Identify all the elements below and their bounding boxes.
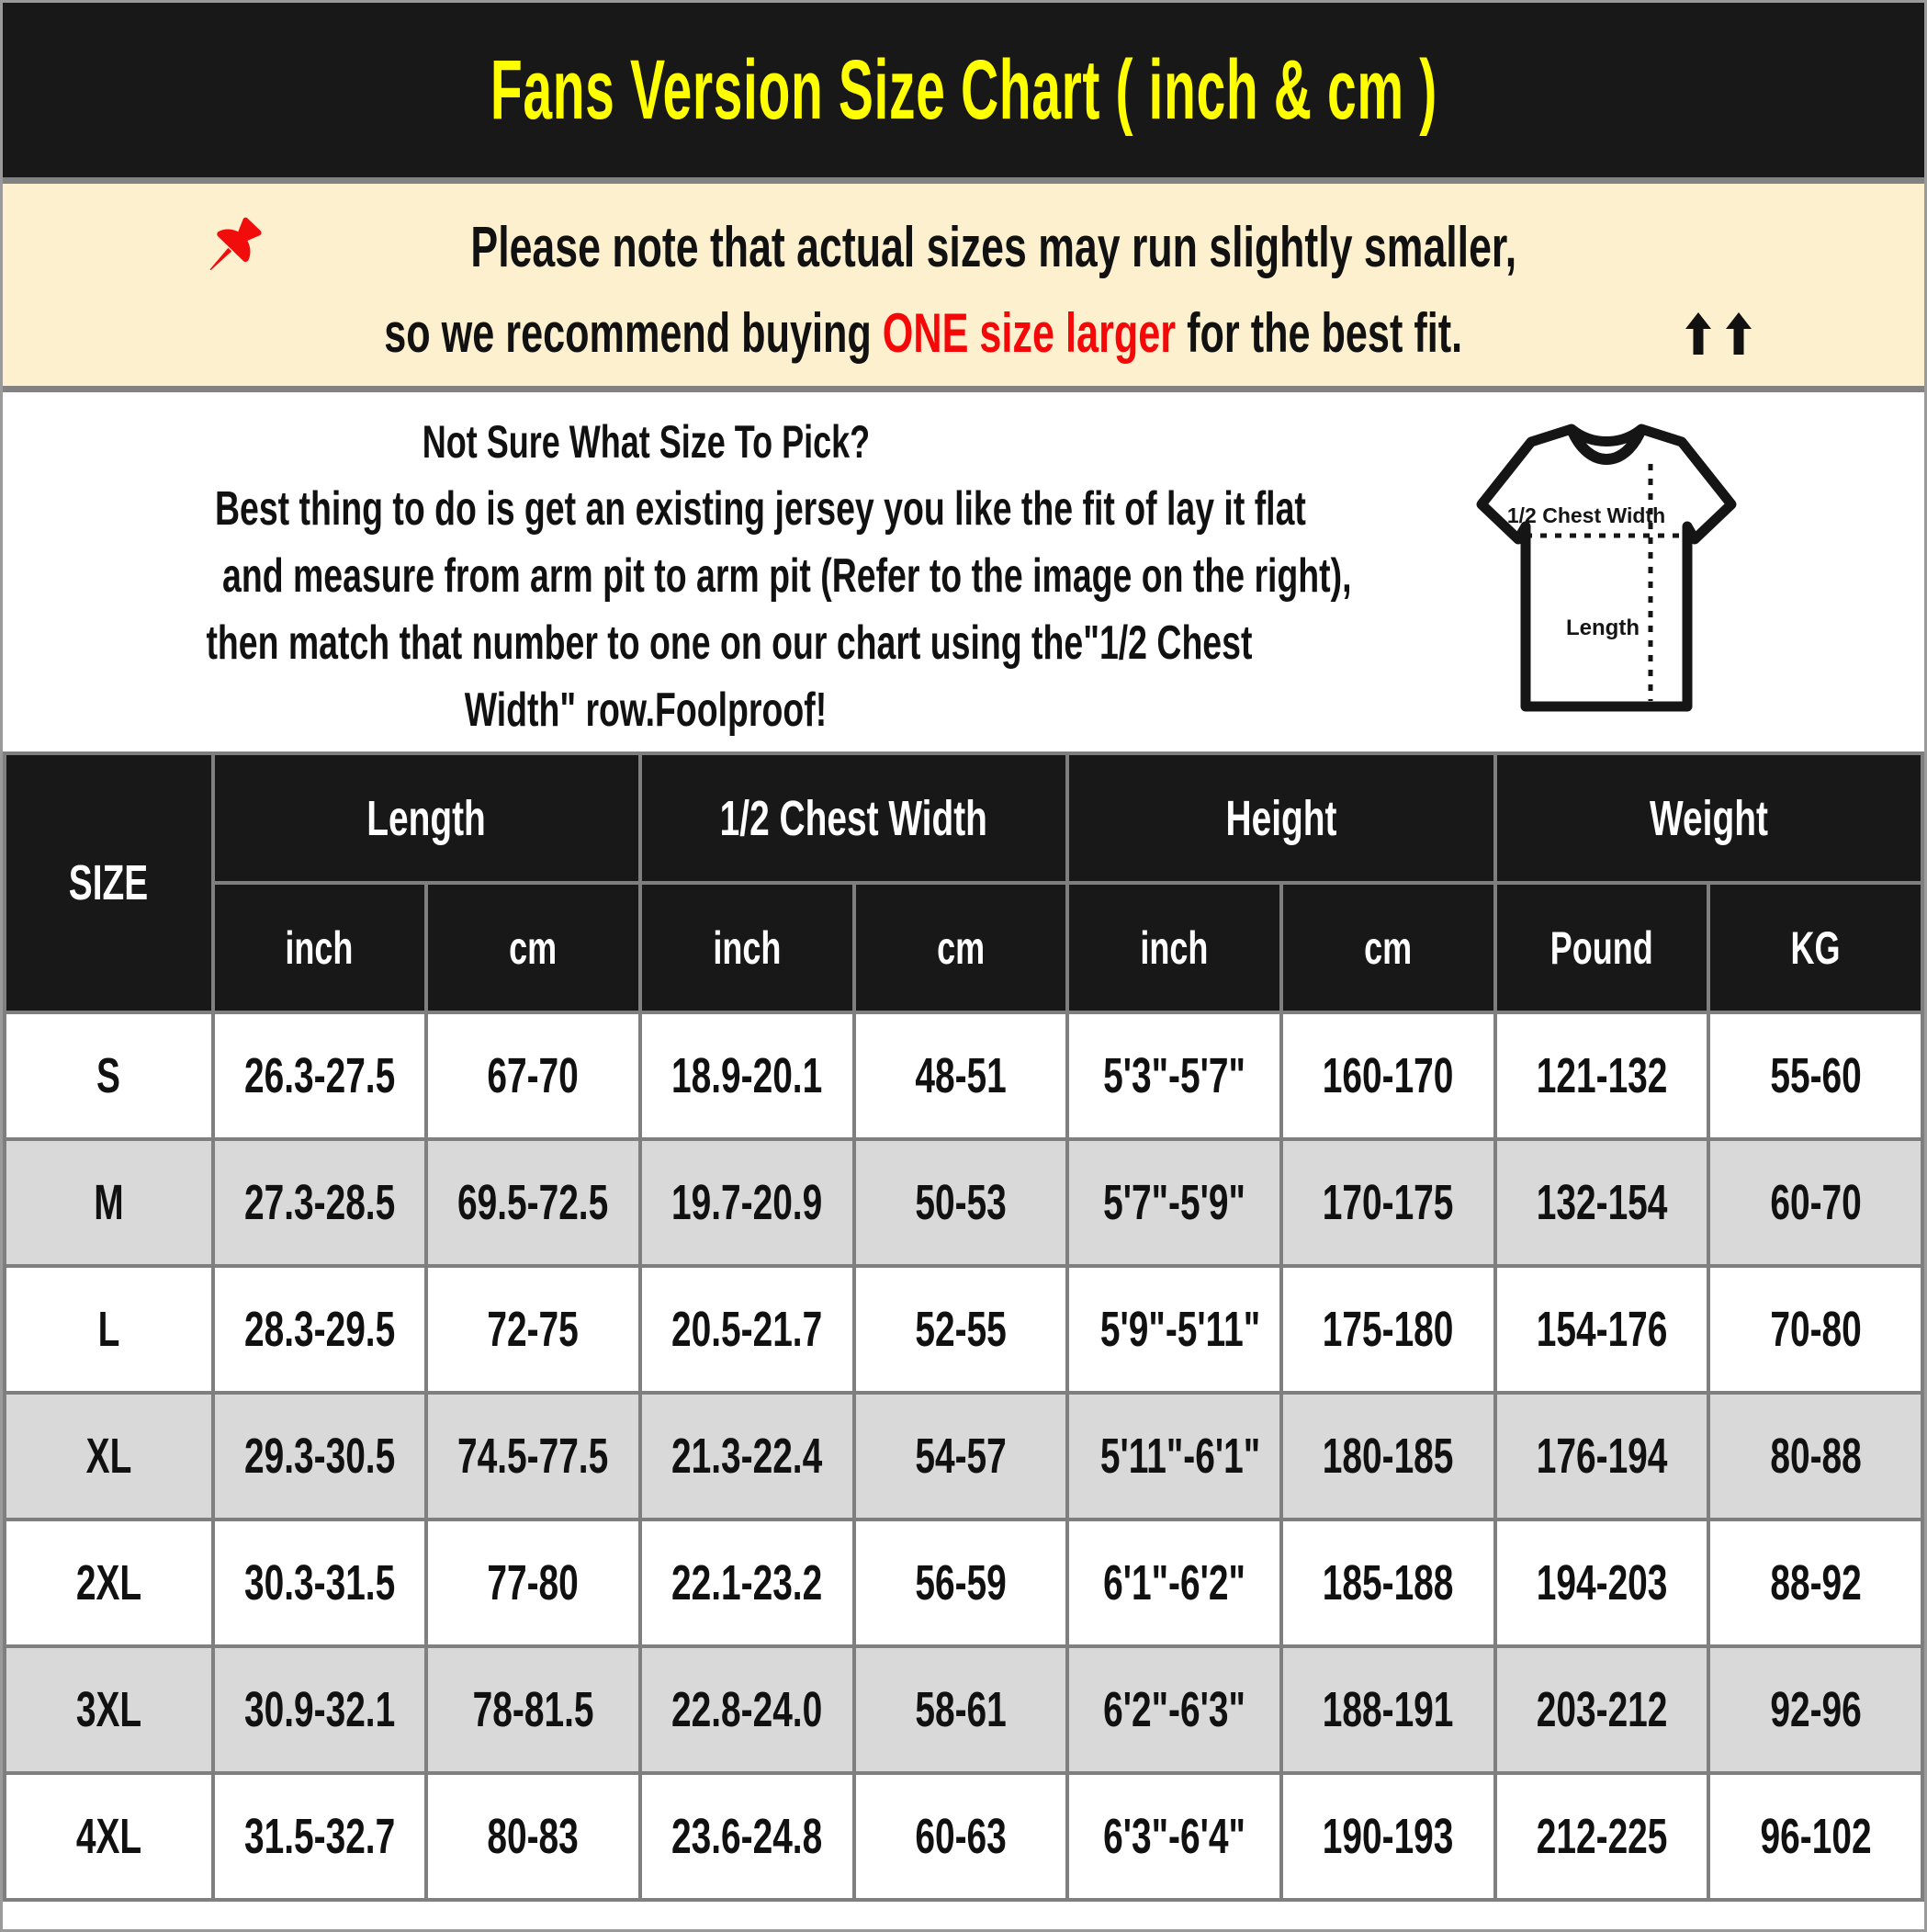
up-arrow-icon <box>1685 310 1712 357</box>
divider <box>3 386 1924 392</box>
header-size: SIZE <box>5 753 213 1012</box>
header-unit-kg: KG <box>1708 883 1922 1012</box>
value-cell: 132-154 <box>1495 1139 1709 1266</box>
value-cell: 60-63 <box>854 1773 1068 1900</box>
header-height: Height <box>1067 753 1494 883</box>
divider <box>3 177 1924 184</box>
note-line-2 <box>175 302 1752 364</box>
value-cell: 52-55 <box>854 1266 1068 1393</box>
howto-line: Width" row.Foolproof! <box>464 684 828 737</box>
value-cell: 121-132 <box>1495 1012 1709 1139</box>
length-label: Length <box>1566 616 1640 640</box>
value-cell: 31.5-32.7 <box>213 1773 427 1900</box>
value-cell: 19.7-20.9 <box>640 1139 854 1266</box>
value-cell: 50-53 <box>854 1139 1068 1266</box>
value-cell: 5'11"-6'1" <box>1067 1393 1281 1520</box>
table-row <box>5 1773 1922 1900</box>
value-cell: 29.3-30.5 <box>213 1393 427 1520</box>
value-cell: 203-212 <box>1495 1646 1709 1773</box>
value-cell: 56-59 <box>854 1520 1068 1646</box>
size-cell: XL <box>5 1393 213 1520</box>
howto-section <box>3 392 1924 751</box>
value-cell: 18.9-20.1 <box>640 1012 854 1139</box>
value-cell: 88-92 <box>1708 1520 1922 1646</box>
tshirt-icon <box>1469 416 1744 719</box>
tshirt-diagram <box>1289 392 1924 751</box>
value-cell: 92-96 <box>1708 1646 1922 1773</box>
value-cell: 160-170 <box>1281 1012 1495 1139</box>
header-length: Length <box>213 753 640 883</box>
header-unit-pound: Pound <box>1495 883 1709 1012</box>
table-row <box>5 1393 1922 1520</box>
table-row <box>5 1520 1922 1646</box>
note-banner <box>3 184 1924 386</box>
howto-line: Best thing to do is get an existing jersey you like the fit of lay it flat <box>214 482 1306 536</box>
value-cell: 21.3-22.4 <box>640 1393 854 1520</box>
value-cell: 180-185 <box>1281 1393 1495 1520</box>
table-row <box>5 1266 1922 1393</box>
header-unit-cm: cm <box>1281 883 1495 1012</box>
value-cell: 5'3"-5'7" <box>1067 1012 1281 1139</box>
header-unit-cm: cm <box>854 883 1068 1012</box>
value-cell: 170-175 <box>1281 1139 1495 1266</box>
howto-heading: Not Sure What Size To Pick? <box>422 416 870 468</box>
value-cell: 55-60 <box>1708 1012 1922 1139</box>
value-cell: 67-70 <box>426 1012 640 1139</box>
note-text-1: Please note that actual sizes may run slightly smaller, <box>470 216 1517 279</box>
size-table-header <box>5 753 1922 1012</box>
value-cell: 26.3-27.5 <box>213 1012 427 1139</box>
header-weight: Weight <box>1495 753 1922 883</box>
howto-text-block <box>3 392 1352 751</box>
size-cell: 2XL <box>5 1520 213 1646</box>
header-unit-cm: cm <box>426 883 640 1012</box>
value-cell: 54-57 <box>854 1393 1068 1520</box>
value-cell: 70-80 <box>1708 1266 1922 1393</box>
value-cell: 6'1"-6'2" <box>1067 1520 1281 1646</box>
size-table <box>3 751 1924 1902</box>
up-arrow-icon <box>1725 310 1752 357</box>
size-table-body <box>5 1012 1922 1900</box>
value-cell: 194-203 <box>1495 1520 1709 1646</box>
size-cell: S <box>5 1012 213 1139</box>
note-text-2: so we recommend buying ONE size larger for the best fit. <box>384 302 1462 364</box>
header-unit-inch: inch <box>1067 883 1281 1012</box>
table-row <box>5 1646 1922 1773</box>
tshirt-outline <box>1482 429 1731 706</box>
value-cell: 58-61 <box>854 1646 1068 1773</box>
value-cell: 30.9-32.1 <box>213 1646 427 1773</box>
howto-line: and measure from arm pit to arm pit (Refer to the image on the right), <box>222 549 1352 603</box>
header-unit-inch: inch <box>213 883 427 1012</box>
value-cell: 72-75 <box>426 1266 640 1393</box>
value-cell: 22.1-23.2 <box>640 1520 854 1646</box>
value-cell: 6'3"-6'4" <box>1067 1773 1281 1900</box>
value-cell: 80-88 <box>1708 1393 1922 1520</box>
value-cell: 78-81.5 <box>426 1646 640 1773</box>
chest-width-label: 1/2 Chest Width <box>1506 503 1666 527</box>
value-cell: 176-194 <box>1495 1393 1709 1520</box>
note-line-1 <box>207 214 1720 282</box>
size-cell: L <box>5 1266 213 1393</box>
value-cell: 60-70 <box>1708 1139 1922 1266</box>
value-cell: 74.5-77.5 <box>426 1393 640 1520</box>
value-cell: 80-83 <box>426 1773 640 1900</box>
value-cell: 30.3-31.5 <box>213 1520 427 1646</box>
table-row <box>5 1012 1922 1139</box>
value-cell: 23.6-24.8 <box>640 1773 854 1900</box>
value-cell: 190-193 <box>1281 1773 1495 1900</box>
value-cell: 28.3-29.5 <box>213 1266 427 1393</box>
size-cell: M <box>5 1139 213 1266</box>
value-cell: 6'2"-6'3" <box>1067 1646 1281 1773</box>
value-cell: 22.8-24.0 <box>640 1646 854 1773</box>
value-cell: 69.5-72.5 <box>426 1139 640 1266</box>
value-cell: 5'7"-5'9" <box>1067 1139 1281 1266</box>
size-cell: 3XL <box>5 1646 213 1773</box>
howto-line: then match that number to one on our chart using the"1/2 Chest <box>206 616 1253 670</box>
value-cell: 154-176 <box>1495 1266 1709 1393</box>
value-cell: 185-188 <box>1281 1520 1495 1646</box>
one-size-larger-highlight: ONE size larger <box>882 302 1176 364</box>
value-cell: 212-225 <box>1495 1773 1709 1900</box>
pushpin-icon <box>207 214 265 282</box>
size-cell: 4XL <box>5 1773 213 1900</box>
value-cell: 188-191 <box>1281 1646 1495 1773</box>
value-cell: 96-102 <box>1708 1773 1922 1900</box>
value-cell: 77-80 <box>426 1520 640 1646</box>
value-cell: 175-180 <box>1281 1266 1495 1393</box>
value-cell: 48-51 <box>854 1012 1068 1139</box>
title-bar <box>3 3 1924 177</box>
value-cell: 20.5-21.7 <box>640 1266 854 1393</box>
value-cell: 27.3-28.5 <box>213 1139 427 1266</box>
value-cell: 5'9"-5'11" <box>1067 1266 1281 1393</box>
page-title: Fans Version Size Chart ( inch & cm ) <box>490 42 1437 137</box>
header-chest-width: 1/2 Chest Width <box>640 753 1067 883</box>
table-row <box>5 1139 1922 1266</box>
header-unit-inch: inch <box>640 883 854 1012</box>
